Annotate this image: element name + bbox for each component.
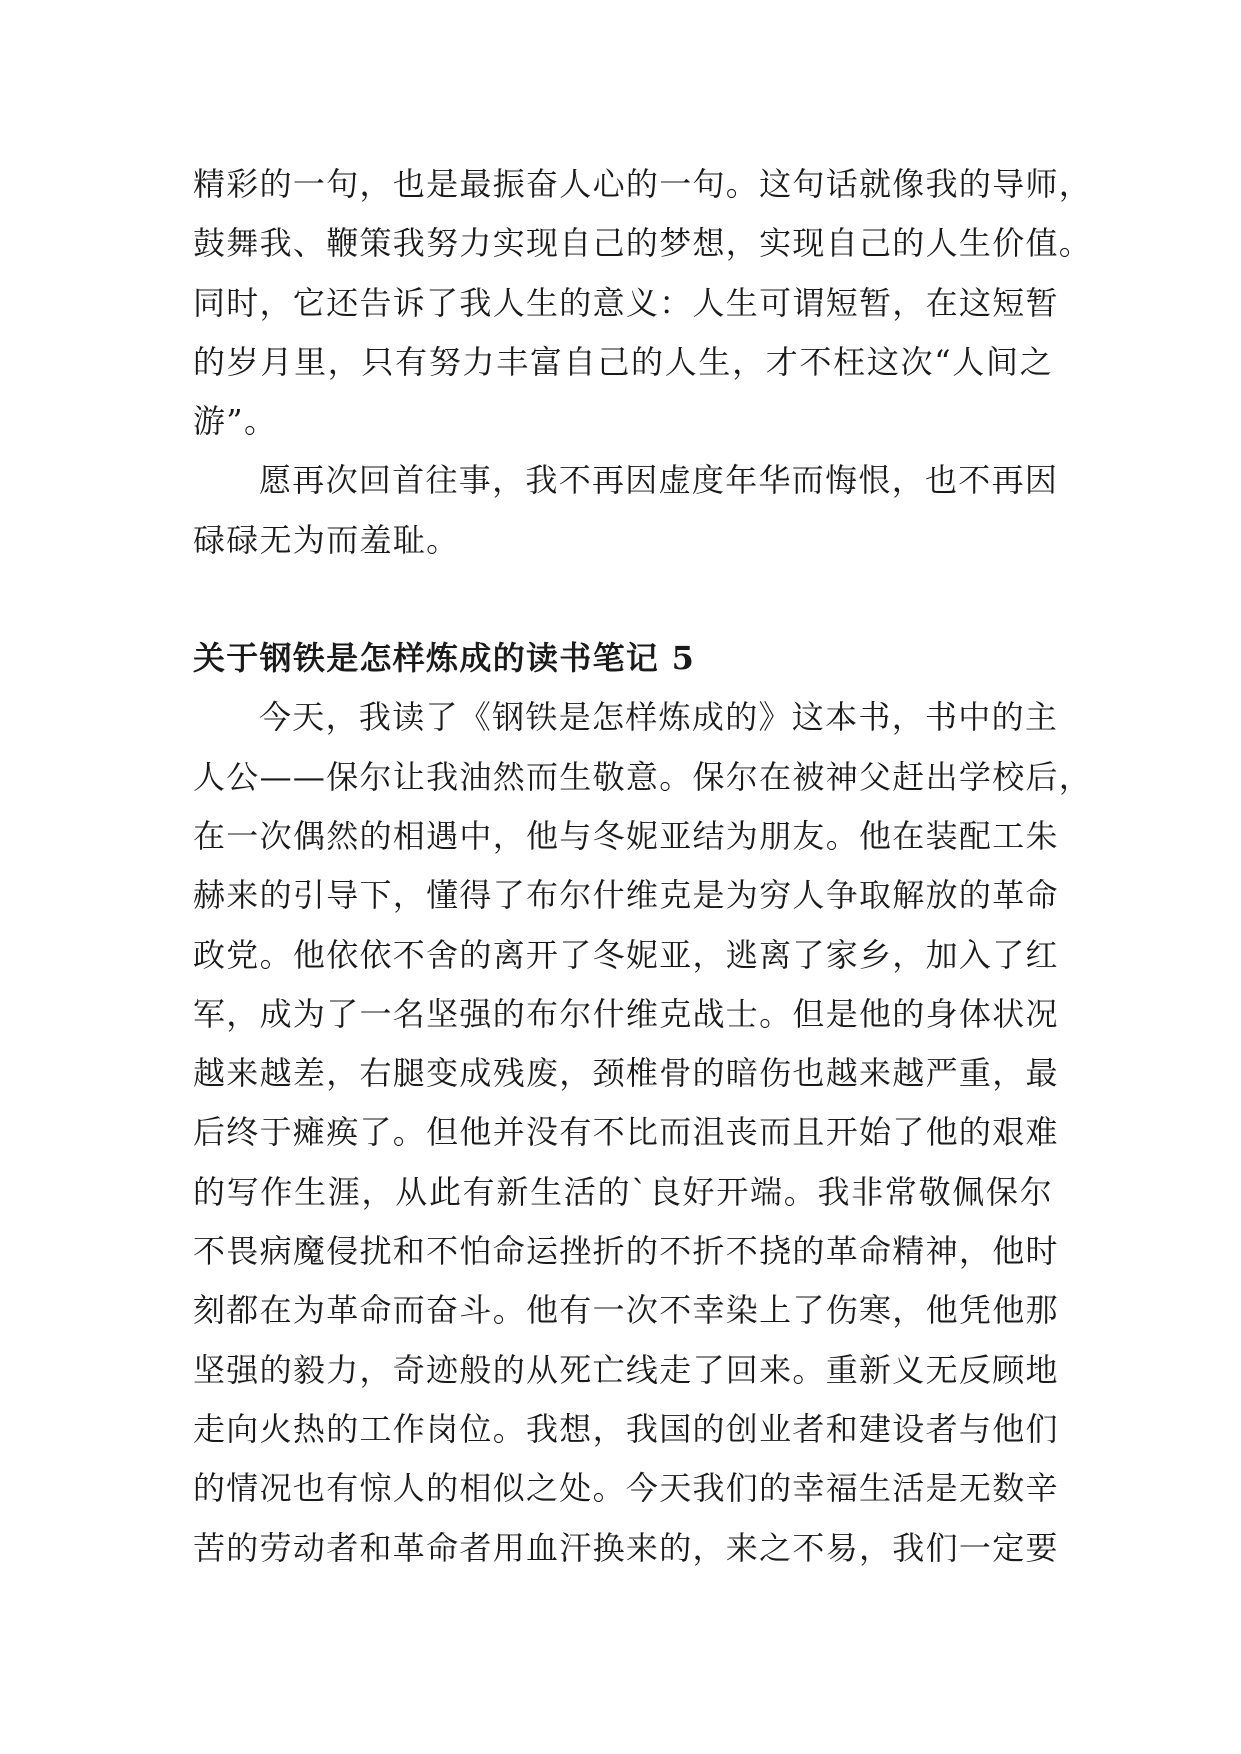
- text-line: 碌碌无为而羞耻。: [193, 520, 460, 559]
- text-line: 愿再次回首往事，我不再因虚度年华而悔恨，也不再因: [259, 461, 1059, 500]
- text-line: 的岁月里，只有努力丰富自己的人生，才不枉这次“人间之: [193, 342, 1053, 381]
- text-line: 的写作生涯，从此有新生活的`良好开端。我非常敬佩保尔: [193, 1172, 1053, 1211]
- text-line: 同时，它还告诉了我人生的意义：人生可谓短暂，在这短暂: [193, 283, 1059, 322]
- text-line: 政党。他依依不舍的离开了冬妮亚，逃离了家乡，加入了红: [193, 935, 1059, 974]
- text-line: 的情况也有惊人的相似之处。今天我们的幸福生活是无数辛: [193, 1469, 1059, 1508]
- text-line: 坚强的毅力，奇迹般的从死亡线走了回来。重新义无反顾地: [193, 1350, 1059, 1389]
- text-line: 苦的劳动者和革命者用血汗换来的，来之不易，我们一定要: [193, 1528, 1059, 1567]
- text-line: 精彩的一句，也是最振奋人心的一句。这句话就像我的导师，: [193, 165, 1093, 203]
- text-line: 游”。: [193, 402, 278, 441]
- paragraph-1: [193, 155, 1093, 451]
- document-body: [193, 155, 1093, 1578]
- paragraph-2: [193, 451, 1059, 570]
- text-line: 今天，我读了《钢铁是怎样炼成的》这本书，书中的主: [259, 698, 1059, 737]
- text-line: 军，成为了一名坚强的布尔什维克战士。但是他的身体状况: [193, 994, 1059, 1033]
- text-line: 在一次偶然的相遇中，他与冬妮亚结为朋友。他在装配工朱: [193, 816, 1059, 855]
- text-line: 后终于瘫痪了。但他并没有不比而沮丧而且开始了他的艰难: [193, 1113, 1059, 1152]
- text-line: 人公——保尔让我油然而生敬意。保尔在被神父赶出学校后，: [193, 757, 1093, 796]
- text-line: 赫来的引导下，懂得了布尔什维克是为穷人争取解放的革命: [193, 876, 1059, 915]
- text-line: 刻都在为革命而奋斗。他有一次不幸染上了伤寒，他凭他那: [193, 1291, 1059, 1330]
- text-line: 越来越差，右腿变成残废，颈椎骨的暗伤也越来越严重，最: [193, 1054, 1059, 1093]
- section-spacer: [193, 570, 1053, 629]
- paragraph-3: [193, 688, 1093, 1577]
- text-line: 走向火热的工作岗位。我想，我国的创业者和建设者与他们: [193, 1409, 1059, 1448]
- text-line: 不畏病魔侵扰和不怕命运挫折的不折不挠的革命精神，他时: [193, 1232, 1059, 1271]
- section-title: 关于钢铁是怎样炼成的读书笔记 5: [193, 639, 696, 678]
- text-line: 鼓舞我、鞭策我努力实现自己的梦想，实现自己的人生价值。: [193, 224, 1093, 263]
